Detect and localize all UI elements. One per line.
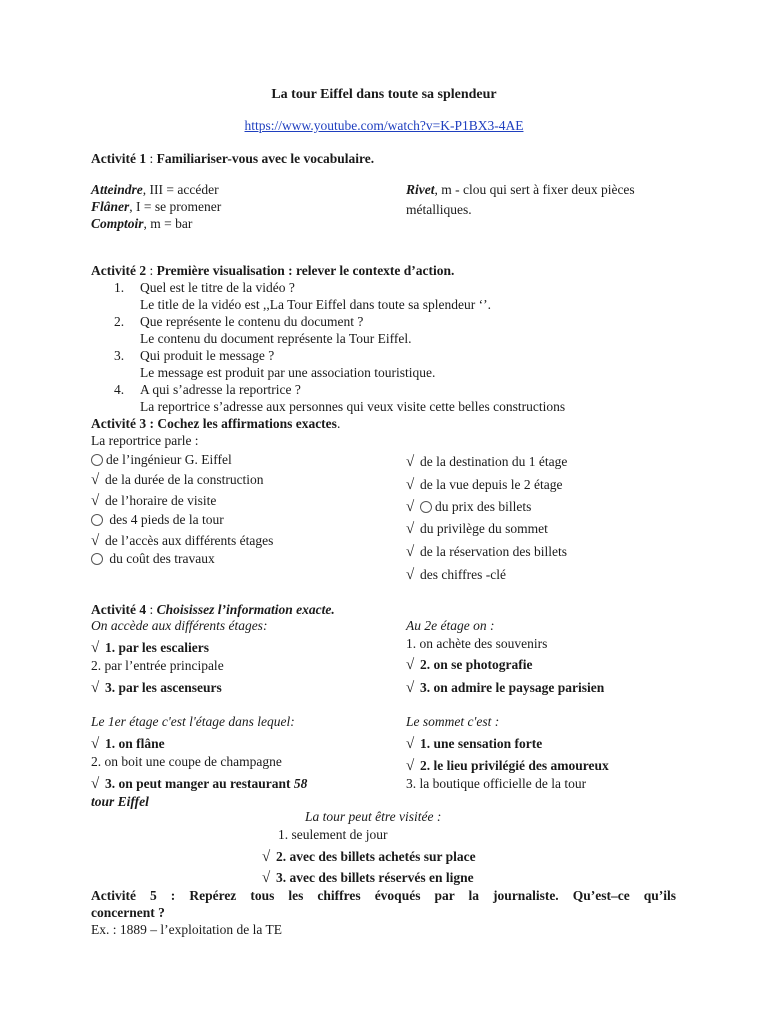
affirmation-text: de l’horaire de visite xyxy=(105,493,217,508)
affirmation-right-6 xyxy=(406,566,506,584)
q1-option-3 xyxy=(91,679,222,697)
check-icon: √ xyxy=(406,454,415,470)
q-item-4 xyxy=(114,381,301,398)
q4-option-3: 3. la boutique officielle de la tour xyxy=(406,776,587,791)
activity-5-heading: Activité 5 : Repérez tous les chiffres évoqués par la journaliste. Qu’est–ce qu’ils xyxy=(91,888,676,903)
activity-3-title: Cochez les affirmations exactes xyxy=(153,416,337,431)
q-item-1 xyxy=(114,279,295,296)
vocab-rivet-def-line2: métalliques. xyxy=(406,202,472,217)
q-number: 1. xyxy=(114,280,125,295)
affirmation-left-5 xyxy=(91,532,273,550)
document-title: La tour Eiffel dans toute sa splendeur xyxy=(271,87,497,102)
option-text: 3. on admire le paysage parisien xyxy=(420,680,605,695)
activity-5-example: Ex. : 1889 – l’exploitation de la TE xyxy=(91,922,282,937)
q1-option-2: 2. par l’entrée principale xyxy=(91,658,224,673)
check-icon: √ xyxy=(406,758,415,774)
vocab-word: Rivet xyxy=(406,182,435,197)
check-icon: √ xyxy=(262,870,271,886)
vocab-word: Flâner xyxy=(91,199,130,214)
q-number: 3. xyxy=(114,348,125,363)
check-icon: √ xyxy=(91,493,100,509)
activity-5-heading-line2: concernent ? xyxy=(91,905,165,920)
q3-option-2: 2. on boit une coupe de champagne xyxy=(91,754,282,769)
activity-1-heading xyxy=(91,150,374,167)
affirmation-right-5 xyxy=(406,543,567,561)
activity-4-title: Choisissez l’information exacte. xyxy=(156,602,335,617)
check-icon: √ xyxy=(406,477,415,493)
check-icon: √ xyxy=(91,680,100,696)
affirmation-text: de la vue depuis le 2 étage xyxy=(420,477,563,492)
q-question: A qui s’adresse la reportrice ? xyxy=(140,382,301,397)
q5-prompt: La tour peut être visitée : xyxy=(305,809,442,824)
q-question: Quel est le titre de la vidéo ? xyxy=(140,280,295,295)
affirmation-right-1 xyxy=(406,453,567,471)
check-icon: √ xyxy=(91,776,100,792)
check-icon: √ xyxy=(91,533,100,549)
activity-2-title: Première visualisation : relever le contexte d’action. xyxy=(156,263,455,278)
q-answer-1: Le title de la vidéo est ,,La Tour Eiffel dans toute sa splendeur ‘’. xyxy=(140,297,491,312)
option-text: 1. par les escaliers xyxy=(105,640,209,655)
vocab-word: Comptoir xyxy=(91,216,144,231)
q2-prompt: Au 2e étage on : xyxy=(406,618,495,633)
option-text: 3. par les ascenseurs xyxy=(105,680,222,695)
check-icon: √ xyxy=(406,567,415,583)
q5-option-3 xyxy=(262,869,474,887)
vocab-word: Atteindre xyxy=(91,182,143,197)
option-text: 2. avec des billets achetés sur place xyxy=(276,849,476,864)
affirmation-text: de la durée de la construction xyxy=(105,472,264,487)
q4-option-1 xyxy=(406,735,542,753)
affirmation-left-2 xyxy=(91,471,264,489)
affirmation-text: de la réservation des billets xyxy=(420,544,567,559)
check-icon: √ xyxy=(91,736,100,752)
check-icon: √ xyxy=(406,521,415,537)
option-text: 3. on peut manger au restaurant xyxy=(105,776,294,791)
circle-icon xyxy=(91,454,103,466)
activity-3-heading xyxy=(91,415,340,432)
circle-icon xyxy=(91,514,103,526)
q1-option-1 xyxy=(91,639,209,657)
activity-1-sep: : xyxy=(146,151,157,166)
option-text: 2. le lieu privilégié des amoureux xyxy=(420,758,609,773)
q3-prompt: Le 1er étage c'est l'étage dans lequel: xyxy=(91,714,295,729)
vocab-def: , m - clou qui sert à fixer deux pièces xyxy=(434,182,635,197)
activity-4-heading xyxy=(91,601,335,618)
q2-option-2 xyxy=(406,656,533,674)
check-icon: √ xyxy=(406,544,415,560)
check-icon: √ xyxy=(262,849,271,865)
q4-prompt: Le sommet c'est : xyxy=(406,714,500,729)
q-answer-4: La reportrice s’adresse aux personnes qui veux visite cette belles constructions xyxy=(140,399,566,414)
q-answer-2: Le contenu du document représente la Tour Eiffel. xyxy=(140,331,412,346)
activity-1-label: Activité 1 xyxy=(91,151,147,166)
option-italic-text: 58 xyxy=(293,776,308,791)
check-icon: √ xyxy=(406,499,415,515)
check-icon: √ xyxy=(406,680,415,696)
q-question: Que représente le contenu du document ? xyxy=(140,314,364,329)
video-link[interactable]: https://www.youtube.com/watch?v=K-P1BX3-4AE xyxy=(244,118,524,133)
affirmation-text: de la destination du 1 étage xyxy=(420,454,568,469)
affirmation-text: du coût des travaux xyxy=(109,551,215,566)
affirmation-text: du prix des billets xyxy=(435,499,532,514)
q-number: 2. xyxy=(114,314,125,329)
check-icon: √ xyxy=(91,472,100,488)
affirmation-right-4 xyxy=(406,520,548,538)
vocab-item-2 xyxy=(91,198,221,215)
activity-3-label: Activité 3 : xyxy=(91,416,154,431)
affirmation-right-2 xyxy=(406,476,562,494)
vocab-item-rivet xyxy=(406,181,635,198)
circle-icon xyxy=(91,553,103,565)
affirmation-text: des chiffres -clé xyxy=(420,567,506,582)
activity-2-label: Activité 2 xyxy=(91,263,147,278)
q-item-3 xyxy=(114,347,274,364)
q1-prompt: On accède aux différents étages: xyxy=(91,618,268,633)
q3-option-1 xyxy=(91,735,165,753)
affirmation-text: du privilège du sommet xyxy=(420,521,548,536)
vocab-def: , m = bar xyxy=(143,216,193,231)
affirmation-left-4 xyxy=(91,511,224,528)
vocab-item-3 xyxy=(91,215,192,232)
affirmation-right-3 xyxy=(406,498,531,516)
activity-3-intro: La reportrice parle : xyxy=(91,433,199,448)
option-text: 2. on se photografie xyxy=(420,657,533,672)
q-question: Qui produit le message ? xyxy=(140,348,275,363)
option-text: 3. avec des billets réservés en ligne xyxy=(276,870,474,885)
vocab-item-1 xyxy=(91,181,219,198)
check-icon: √ xyxy=(406,736,415,752)
q2-option-3 xyxy=(406,679,604,697)
q5-option-2 xyxy=(262,848,476,866)
q5-option-1: 1. seulement de jour xyxy=(278,827,388,842)
activity-4-sep: : xyxy=(146,602,157,617)
q-answer-3: Le message est produit par une association touristique. xyxy=(140,365,436,380)
activity-4-label: Activité 4 xyxy=(91,602,147,617)
affirmation-text: de l’accès aux différents étages xyxy=(105,533,274,548)
affirmation-left-6 xyxy=(91,550,215,567)
affirmation-left-1 xyxy=(91,451,232,468)
affirmation-left-3 xyxy=(91,492,216,510)
affirmation-text: des 4 pieds de la tour xyxy=(109,512,224,527)
circle-icon xyxy=(420,501,432,513)
q4-option-2 xyxy=(406,757,609,775)
activity-2-sep: : xyxy=(146,263,157,278)
q-number: 4. xyxy=(114,382,125,397)
q3-option-3 xyxy=(91,775,307,793)
activity-1-title: Familiariser-vous avec le vocabulaire. xyxy=(156,151,375,166)
activity-2-heading xyxy=(91,262,454,279)
q3-option-3-line2: tour Eiffel xyxy=(91,794,149,809)
option-text: 1. on flâne xyxy=(105,736,165,751)
q2-option-1: 1. on achète des souvenirs xyxy=(406,636,548,651)
check-icon: √ xyxy=(406,657,415,673)
video-link-row xyxy=(0,117,768,135)
option-text: 1. une sensation forte xyxy=(420,736,543,751)
q-item-2 xyxy=(114,313,363,330)
check-icon: √ xyxy=(91,640,100,656)
affirmation-text: de l’ingénieur G. Eiffel xyxy=(106,452,232,467)
vocab-def: , III = accéder xyxy=(142,182,219,197)
activity-3-dot: . xyxy=(336,416,341,431)
vocab-def: , I = se promener xyxy=(129,199,222,214)
